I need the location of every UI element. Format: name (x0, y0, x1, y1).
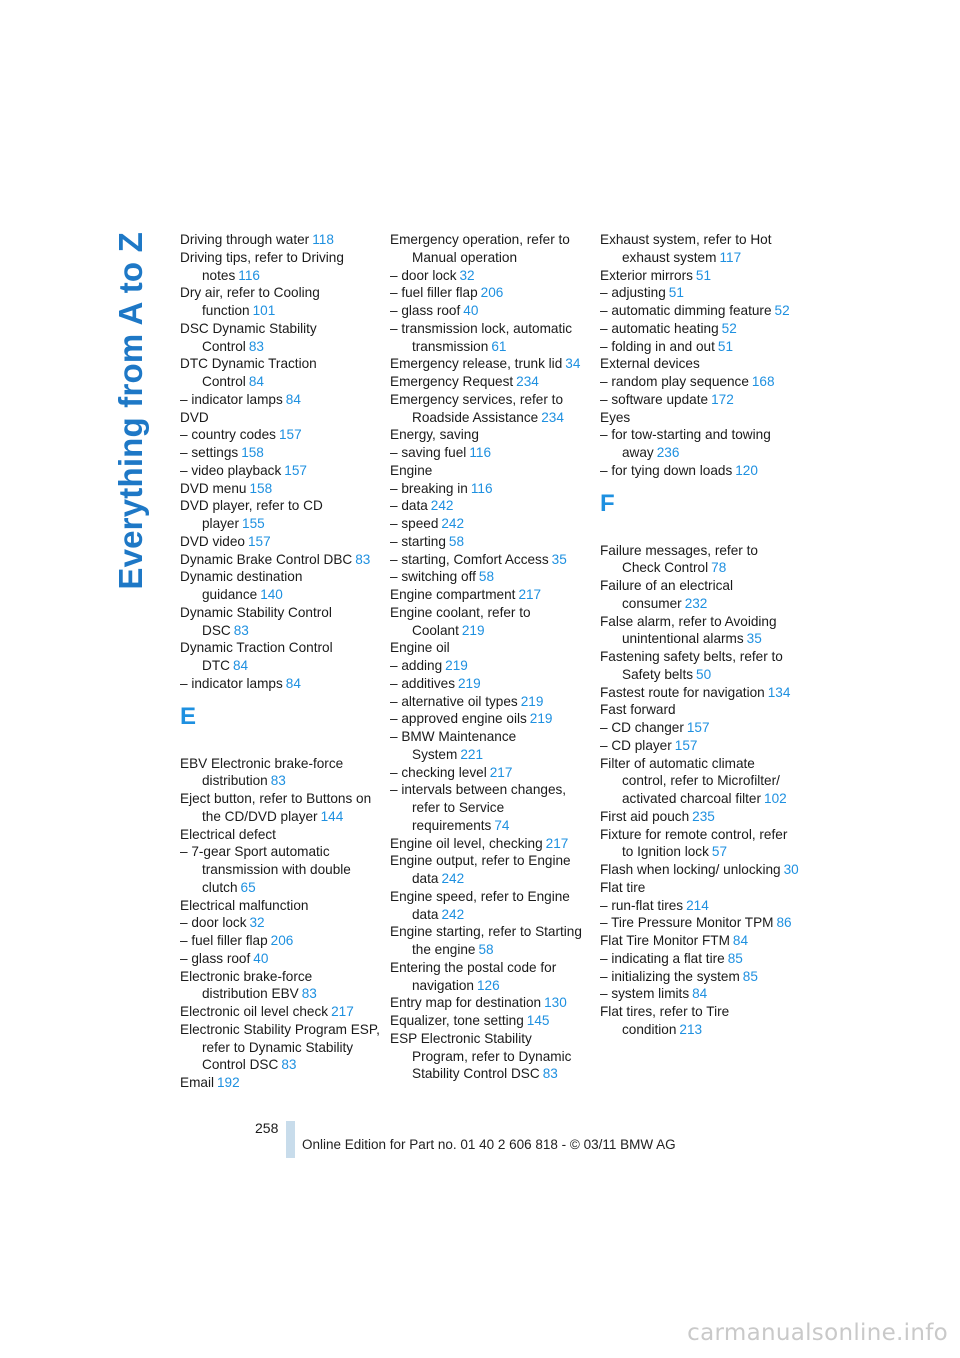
index-entry (600, 684, 800, 702)
entry-text: – glass roof (180, 950, 251, 966)
index-entry (600, 373, 800, 391)
page-reference-link[interactable]: 155 (242, 516, 265, 531)
page-reference-link[interactable]: 192 (217, 1075, 240, 1090)
index-entry (180, 391, 380, 409)
entry-text: Eject button, refer to Buttons on the CD/DVD player (180, 791, 372, 824)
page-reference-link[interactable]: 242 (441, 871, 465, 886)
index-entry (600, 231, 800, 267)
section-title: Everything from A to Z (112, 232, 149, 590)
index-entry (180, 675, 380, 693)
page-reference-link[interactable]: 234 (541, 409, 564, 425)
entry-text: Emergency Request (390, 374, 514, 389)
page-reference-link[interactable]: 30 (783, 862, 799, 877)
page-reference-link[interactable]: 83 (248, 338, 264, 354)
entry-text: – fuel filler flap (180, 933, 268, 948)
page-reference-link[interactable]: 85 (742, 968, 758, 984)
index-entry (390, 320, 590, 356)
index-entry (600, 648, 800, 684)
index-entry (600, 409, 800, 427)
page-reference-link[interactable]: 213 (679, 1021, 703, 1037)
index-entry (600, 755, 800, 808)
entry-text: – speed (390, 516, 439, 531)
page-reference-link[interactable]: 101 (252, 303, 276, 318)
section-letter: E (180, 702, 197, 730)
entry-text: Dynamic Stability Control DSC (180, 604, 332, 638)
entry-text: Fastening safety belts, refer to Safety belts (600, 649, 783, 682)
page-reference-link[interactable]: 236 (656, 445, 680, 460)
entry-text: Fastest route for navigation (600, 684, 765, 700)
index-entry (600, 826, 800, 862)
page-reference-link[interactable]: 65 (240, 879, 256, 895)
index-entry (180, 932, 380, 950)
entry-text: Failure messages, refer to Check Control (600, 542, 758, 576)
page-reference-link[interactable]: 120 (735, 462, 758, 478)
index-entry (180, 462, 380, 480)
page-reference-link[interactable]: 118 (312, 232, 334, 247)
page-reference-link[interactable]: 157 (686, 720, 710, 735)
index-entry (390, 568, 590, 586)
page-reference-link[interactable]: 40 (253, 950, 269, 966)
page-reference-link[interactable]: 58 (478, 942, 494, 957)
entry-text: – video playback (180, 462, 282, 478)
index-entry (390, 764, 590, 782)
index-entry (390, 444, 590, 462)
entry-text: DVD (180, 409, 209, 425)
entry-text: – for tow-starting and towing away (600, 427, 771, 460)
page-reference-link[interactable]: 157 (247, 533, 271, 549)
page-reference-link[interactable]: 157 (278, 427, 302, 443)
index-entry (180, 444, 380, 462)
page-reference-link[interactable]: 206 (270, 933, 294, 948)
index-entry (600, 914, 800, 932)
entry-text: – switching off (390, 569, 476, 585)
index-entry (180, 1074, 380, 1092)
index-entry (390, 373, 590, 391)
index-entry (180, 604, 380, 640)
index-entry (180, 568, 380, 604)
entry-text: Flat tires, refer to Tire condition (600, 1004, 730, 1037)
page-reference-link[interactable]: 84 (285, 675, 301, 691)
page-reference-link[interactable]: 84 (285, 391, 301, 407)
page-reference-link[interactable]: 74 (494, 817, 510, 833)
entry-text: – random play sequence (600, 374, 749, 389)
index-entry (390, 284, 590, 302)
entry-text: Dynamic Brake Control DBC (180, 551, 353, 567)
index-entry (180, 914, 380, 932)
index-entry (390, 639, 590, 657)
index-entry (390, 551, 590, 569)
page-reference-link[interactable]: 83 (542, 1066, 558, 1082)
index-entry (180, 480, 380, 498)
page-reference-link[interactable]: 242 (441, 516, 465, 531)
entry-text: – BMW Maintenance System (390, 729, 517, 762)
entry-text: Flat tire (600, 879, 646, 895)
entry-text: – run-flat tires (600, 897, 684, 913)
entry-text: Engine starting, refer to Starting the engine (390, 924, 582, 957)
index-entry (390, 604, 590, 640)
page-reference-link[interactable]: 84 (732, 933, 749, 948)
page-reference-link[interactable]: 219 (445, 658, 468, 673)
index-entry (390, 781, 590, 834)
entry-text: Electrical defect (180, 826, 276, 842)
index-entry (600, 737, 800, 755)
entry-text: Emergency services, refer to Roadside Assistance (390, 391, 564, 425)
page-reference-link[interactable]: 217 (331, 1004, 354, 1019)
entry-text: Engine coolant, refer to Coolant (390, 604, 531, 638)
entry-text: DVD video (180, 533, 245, 549)
page-reference-link[interactable]: 168 (751, 374, 775, 389)
entry-text: – breaking in (390, 480, 468, 496)
page-reference-link[interactable]: 221 (460, 746, 484, 762)
entry-text: Engine output, refer to Engine data (390, 853, 571, 886)
index-entry (390, 994, 590, 1012)
index-entry (180, 1021, 380, 1074)
index-entry (600, 932, 800, 950)
page-reference-link[interactable]: 86 (776, 915, 792, 931)
entry-text: Failure of an electrical consumer (600, 578, 733, 611)
index-entry (180, 843, 380, 896)
index-entry (600, 284, 800, 302)
page-reference-link[interactable]: 35 (551, 551, 567, 567)
entry-text: – software update (600, 391, 709, 407)
page-reference-link[interactable]: 84 (692, 986, 708, 1002)
page-reference-link[interactable]: 214 (686, 897, 709, 913)
page-reference-link[interactable]: 126 (476, 977, 500, 993)
page-reference-link[interactable]: 58 (478, 569, 495, 585)
index-entry (600, 391, 800, 409)
index-entry (180, 968, 380, 1004)
index-entry (600, 355, 800, 373)
index-entry (600, 542, 800, 578)
index-entry (600, 1003, 800, 1039)
page-reference-link[interactable]: 32 (249, 915, 265, 931)
entry-text: Electrical malfunction (180, 897, 309, 913)
entry-text: Entering the postal code for navigation (390, 959, 557, 993)
index-entry (180, 231, 380, 249)
index-entry (600, 338, 800, 356)
page-reference-link[interactable]: 242 (441, 906, 465, 922)
index-entry (390, 391, 590, 427)
page-reference-link[interactable]: 232 (684, 595, 708, 611)
entry-text: – intervals between changes, refer to Service requirements (390, 782, 567, 833)
entry-text: Electronic brake-force distribution EBV (180, 968, 313, 1002)
page-reference-link[interactable]: 157 (284, 462, 307, 478)
page-reference-link[interactable]: 51 (717, 338, 734, 354)
index-entry (180, 249, 380, 285)
index-entry (390, 1030, 590, 1083)
page-reference-link[interactable]: 219 (461, 622, 485, 638)
index-entry (390, 515, 590, 533)
index-entry (600, 267, 800, 285)
entry-text: Engine speed, refer to Engine data (390, 888, 570, 922)
page-reference-link[interactable]: 78 (711, 560, 727, 576)
entry-text: Emergency operation, refer to Manual operation (390, 232, 570, 265)
entry-text: First aid pouch (600, 808, 690, 824)
page-reference-link[interactable]: 51 (668, 285, 684, 301)
entry-text: – adjusting (600, 285, 666, 301)
footer-edition-text: Online Edition for Part no. 01 40 2 606 818 - © 03/11 BMW AG (302, 1137, 676, 1152)
entry-text: – approved engine oils (390, 711, 527, 727)
index-entry (390, 1012, 590, 1030)
entry-text: – additives (390, 675, 455, 691)
page-reference-link[interactable]: 219 (529, 711, 553, 727)
entry-text: – 7-gear Sport automatic transmission with double clutch (180, 844, 351, 895)
index-entry (390, 675, 590, 693)
entry-text: – for tying down loads (600, 462, 733, 478)
index-entry (600, 426, 800, 462)
entry-text: Driving tips, refer to Driving notes (180, 249, 344, 283)
entry-text: DVD menu (180, 480, 247, 496)
index-entry (390, 835, 590, 853)
page-reference-link[interactable]: 83 (301, 986, 317, 1002)
index-entry (390, 533, 590, 551)
entry-text: – checking level (390, 764, 487, 780)
index-entry (390, 888, 590, 924)
page-reference-link[interactable]: 32 (459, 267, 475, 283)
index-entry (600, 861, 800, 879)
footer-accent-bar (286, 1121, 295, 1158)
page-reference-link[interactable]: 217 (545, 835, 569, 851)
index-entry (600, 719, 800, 737)
index-entry (390, 586, 590, 604)
page-reference-link[interactable]: 235 (692, 808, 715, 824)
entry-text: EBV Electronic brake-force distribution (180, 755, 344, 789)
page-reference-link[interactable]: 83 (281, 1057, 297, 1073)
index-entry (600, 985, 800, 1003)
page-reference-link[interactable]: 83 (355, 551, 371, 567)
entry-text: Energy, saving (390, 427, 479, 443)
page-reference-link[interactable]: 234 (516, 374, 539, 389)
entry-text: Dry air, refer to Cooling function (180, 285, 320, 318)
index-entry (600, 897, 800, 915)
entry-text: DSC Dynamic Stability Control (180, 320, 317, 354)
page-reference-link[interactable]: 134 (767, 684, 791, 700)
entry-text: – CD changer (600, 720, 684, 735)
entry-text: DVD player, refer to CD player (180, 498, 323, 531)
page-reference-link[interactable]: 83 (233, 622, 249, 638)
index-entry (180, 426, 380, 444)
index-entry (600, 462, 800, 480)
index-entry (390, 480, 590, 498)
index-entry (600, 968, 800, 986)
entry-text: External devices (600, 356, 700, 372)
index-entry (390, 497, 590, 515)
index-column-3 (600, 231, 800, 1039)
index-entry (180, 497, 380, 533)
page-reference-link[interactable]: 84 (232, 658, 249, 673)
entry-text: – adding (390, 658, 443, 673)
index-column-1 (180, 231, 380, 1092)
entry-text: ESP Electronic Stability Program, refer to Dynamic Stability Control DSC (390, 1030, 572, 1082)
entry-text: Flat Tire Monitor FTM (600, 933, 730, 948)
index-entry (390, 231, 590, 267)
index-entry (600, 879, 800, 897)
index-entry (390, 267, 590, 285)
entry-text: Engine (390, 462, 433, 478)
entry-text: – fuel filler flap (390, 285, 478, 301)
page-reference-link[interactable]: 85 (727, 950, 743, 966)
index-entry (180, 1003, 380, 1021)
entry-text: – door lock (180, 915, 247, 931)
entry-text: – folding in and out (600, 338, 715, 354)
index-entry (390, 426, 590, 444)
page-reference-link[interactable]: 140 (260, 587, 283, 602)
index-entry (390, 728, 590, 764)
index-entry (390, 693, 590, 711)
page-reference-link[interactable]: 158 (249, 480, 273, 496)
entry-text: – starting, Comfort Access (390, 551, 549, 567)
page-reference-link[interactable]: 35 (746, 631, 762, 647)
entry-text: Driving through water (180, 232, 310, 247)
index-entry (390, 462, 590, 480)
entry-text: Engine oil (390, 640, 450, 656)
entry-text: – initializing the system (600, 968, 740, 984)
page-reference-link[interactable]: 206 (480, 285, 504, 301)
page-reference-link[interactable]: 50 (696, 666, 712, 682)
entry-text: Dynamic Traction Control DTC (180, 640, 333, 673)
index-entry (600, 950, 800, 968)
index-entry (390, 959, 590, 995)
entry-text: – door lock (390, 267, 457, 283)
index-entry (390, 302, 590, 320)
entry-text: – CD player (600, 737, 672, 753)
entry-text: Emergency release, trunk lid (390, 356, 563, 372)
entry-text: Dynamic destination guidance (180, 569, 303, 602)
page-reference-link[interactable]: 117 (719, 249, 742, 265)
index-entry (600, 320, 800, 338)
entry-text: Electronic oil level check (180, 1004, 329, 1019)
entry-text: – settings (180, 445, 239, 460)
index-entry (180, 284, 380, 320)
entry-text: – indicating a flat tire (600, 950, 725, 966)
entry-text: Equalizer, tone setting (390, 1013, 524, 1028)
page-reference-link[interactable]: 116 (470, 480, 493, 496)
index-entry (180, 533, 380, 551)
index-entry (180, 826, 380, 844)
page-reference-link[interactable]: 52 (721, 320, 737, 336)
page-reference-link[interactable]: 58 (448, 533, 465, 549)
index-entry (390, 923, 590, 959)
entry-text: – transmission lock, automatic transmission (390, 320, 573, 354)
section-letter: F (600, 489, 615, 517)
entry-text: Engine oil level, checking (390, 835, 543, 851)
entry-text: Eyes (600, 409, 631, 425)
page-reference-link[interactable]: 130 (544, 995, 567, 1011)
page-reference-link[interactable]: 61 (491, 338, 507, 354)
index-column-2 (390, 231, 590, 1083)
entry-text: Flash when locking/ unlocking (600, 862, 781, 877)
entry-text: – system limits (600, 986, 690, 1002)
index-entry (600, 701, 800, 719)
index-entry (180, 950, 380, 968)
page-number: 258 (255, 1120, 279, 1136)
entry-text: Entry map for destination (390, 995, 542, 1011)
page-reference-link[interactable]: 40 (463, 303, 479, 318)
index-entry (180, 790, 380, 826)
page-reference-link[interactable]: 172 (711, 391, 734, 407)
entry-text: Exhaust system, refer to Hot exhaust system (600, 232, 772, 265)
entry-text: Email (180, 1075, 214, 1090)
page-reference-link[interactable]: 102 (764, 791, 787, 806)
entry-text: – Tire Pressure Monitor TPM (600, 915, 774, 931)
entry-text: – alternative oil types (390, 693, 518, 709)
index-entry (600, 302, 800, 320)
index-entry (600, 577, 800, 613)
entry-text: – automatic heating (600, 320, 719, 336)
index-entry (180, 409, 380, 427)
page-reference-link[interactable]: 57 (711, 844, 728, 860)
index-entry (390, 657, 590, 675)
page-reference-link[interactable]: 83 (270, 773, 286, 789)
entry-text: – saving fuel (390, 445, 467, 460)
entry-text: Exterior mirrors (600, 267, 693, 283)
entry-text: – indicator lamps (180, 675, 283, 691)
entry-text: Fixture for remote control, refer to Ignition lock (600, 826, 788, 860)
page-reference-link[interactable]: 116 (469, 445, 491, 460)
entry-text: False alarm, refer to Avoiding unintentional alarms (600, 613, 777, 647)
page-reference-link[interactable]: 242 (430, 498, 454, 514)
page-reference-link[interactable]: 116 (238, 267, 260, 283)
page-reference-link[interactable]: 34 (565, 356, 581, 372)
entry-text: Filter of automatic climate control, refer to Microfilter/ activated charcoal filter (600, 755, 780, 806)
page-reference-link[interactable]: 217 (518, 587, 542, 602)
index-entry (390, 852, 590, 888)
index-entry (180, 355, 380, 391)
page-reference-link[interactable]: 157 (674, 737, 698, 753)
index-entry (600, 613, 800, 649)
index-entry (180, 897, 380, 915)
page-reference-link[interactable]: 51 (695, 267, 712, 283)
index-entry (180, 639, 380, 675)
page-reference-link[interactable]: 84 (248, 374, 264, 389)
index-entry (600, 808, 800, 826)
entry-text: – glass roof (390, 303, 461, 318)
page-reference-link[interactable]: 217 (489, 764, 513, 780)
entry-text: Engine compartment (390, 587, 516, 602)
page-reference-link[interactable]: 219 (458, 675, 481, 691)
entry-text: – indicator lamps (180, 391, 283, 407)
page-reference-link[interactable]: 144 (320, 808, 344, 824)
page-reference-link[interactable]: 52 (774, 303, 790, 318)
index-entry (180, 551, 380, 569)
index-entry (390, 355, 590, 373)
page-reference-link[interactable]: 158 (241, 445, 264, 460)
index-entry (180, 755, 380, 791)
entry-text: – automatic dimming feature (600, 303, 772, 318)
index-entry (390, 710, 590, 728)
entry-text: DTC Dynamic Traction Control (180, 356, 317, 389)
page-reference-link[interactable]: 145 (526, 1013, 550, 1028)
watermark: carmanualsonline.info (687, 1320, 948, 1346)
entry-text: – starting (390, 533, 446, 549)
page-reference-link[interactable]: 219 (520, 693, 544, 709)
entry-text: – country codes (180, 427, 276, 443)
entry-text: – data (390, 498, 428, 514)
index-entry (180, 320, 380, 356)
entry-text: Fast forward (600, 702, 676, 718)
entry-text: Electronic Stability Program ESP, refer to Dynamic Stability Control DSC (180, 1021, 380, 1073)
